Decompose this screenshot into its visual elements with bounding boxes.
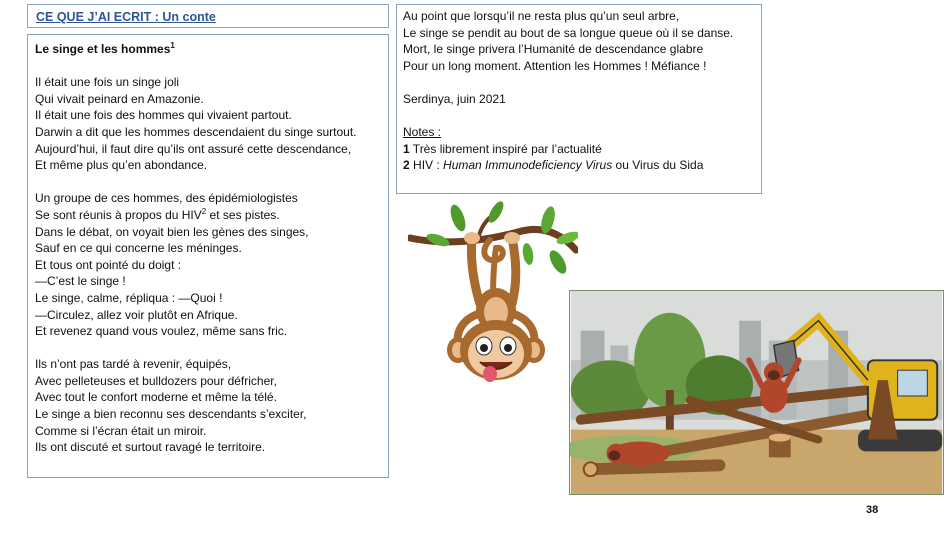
poem-title: Le singe et les hommes$^1$	[35, 41, 175, 56]
note-2: 2 HIV : Human Immunodeficiency Virus ou Virus du Sida	[403, 158, 704, 173]
poem-line: Il était une fois des hommes qui vivaient partout.	[35, 108, 292, 123]
poem-line: Un groupe de ces hommes, des épidémiologistes	[35, 191, 298, 206]
poem-line: Mort, le singe privera l’Humanité de descendance glabre	[403, 42, 704, 57]
poem-line: Comme si l’écran était un miroir.	[35, 423, 207, 438]
deforestation-illustration	[569, 290, 944, 495]
poem-line: Ils n’ont pas tardé à revenir, équipés,	[35, 357, 232, 372]
section-title: CE QUE J’AI ECRIT : Un conte	[36, 10, 216, 24]
hanging-monkey-illustration	[408, 200, 578, 385]
poem-line: Le singe a bien reconnu ses descendants s’exciter,	[35, 407, 307, 422]
notes-title: Notes :	[403, 125, 442, 140]
poem-line: Le singe, calme, répliqua : —Quoi !	[35, 290, 223, 305]
poem-box	[27, 34, 389, 478]
poem-line: Et revenez quand vous voulez, même sans fric.	[35, 324, 288, 339]
poem-line: Sauf en ce qui concerne les méninges.	[35, 241, 242, 256]
poem-line: Pour un long moment. Attention les Hommes ! Méfiance !	[403, 58, 707, 73]
poem-line: Qui vivait peinard en Amazonie.	[35, 91, 204, 106]
poem-line: Darwin a dit que les hommes descendaient du singe surtout.	[35, 124, 357, 139]
poem-line: Il était une fois un singe joli	[35, 75, 180, 90]
poem-line: Avec tout le confort moderne et même la télé.	[35, 390, 277, 405]
continuation-box	[396, 4, 762, 194]
poem-line: —C’est le singe !	[35, 274, 126, 289]
poem-line: Avec pelleteuses et bulldozers pour défricher,	[35, 373, 277, 388]
section-title-box	[27, 4, 389, 28]
poem-line: Ils ont discuté et surtout ravagé le territoire.	[35, 440, 266, 455]
poem-line: Aujourd’hui, il faut dire qu’ils ont assuré cette descendance,	[35, 141, 352, 156]
poem-line: Au point que lorsqu’il ne resta plus qu’un seul arbre,	[403, 9, 680, 23]
poem-line: —Circulez, allez voir plutôt en Afrique.	[35, 307, 238, 322]
poem-line: Le singe se pendit au bout de sa longue queue où il se danse.	[403, 25, 734, 40]
poem-line: Et tous ont pointé du doigt :	[35, 257, 182, 272]
poem-line: Se sont réunis à propos du HIV$^2$ et ses pistes.	[35, 206, 280, 222]
signature: Serdinya, juin 2021	[403, 91, 506, 106]
poem-line: Dans le débat, on voyait bien les gènes des singes,	[35, 224, 309, 239]
poem-line: Et même plus qu’en abondance.	[35, 158, 208, 173]
page-number: 38	[866, 504, 879, 516]
note-1: 1 Très librement inspiré par l’actualité	[403, 141, 602, 156]
